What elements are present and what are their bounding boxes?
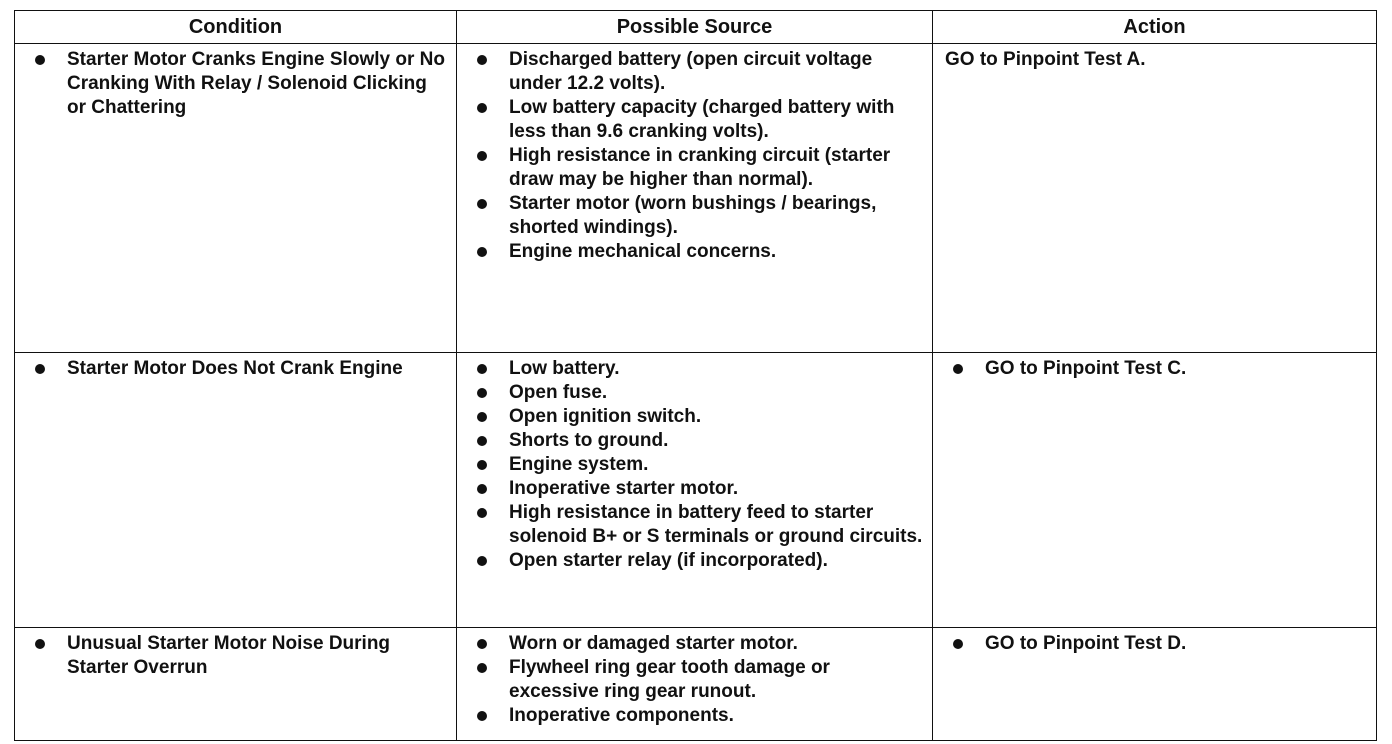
diagnosis-chart	[14, 10, 1376, 730]
source-text: Flywheel ring gear tooth damage or excessive ring gear runout.	[509, 657, 830, 702]
condition-cell	[15, 628, 457, 741]
bullet-icon	[477, 508, 487, 518]
source-item	[465, 381, 924, 405]
condition-cell	[15, 353, 457, 628]
header-condition: Condition	[15, 11, 457, 44]
condition-item	[23, 632, 448, 680]
source-item	[465, 632, 924, 656]
source-item	[465, 240, 924, 264]
condition-cell	[15, 44, 457, 353]
source-cell	[457, 628, 933, 741]
action-text: GO to Pinpoint Test C.	[985, 358, 1187, 379]
source-item	[465, 477, 924, 501]
action-cell	[933, 44, 1377, 353]
condition-item	[23, 48, 448, 120]
source-text: Worn or damaged starter motor.	[509, 633, 798, 654]
bullet-icon	[477, 103, 487, 113]
bullet-icon	[477, 639, 487, 649]
bullet-icon	[477, 484, 487, 494]
bullet-icon	[477, 436, 487, 446]
source-text: Engine system.	[509, 454, 649, 475]
source-text: Shorts to ground.	[509, 430, 669, 451]
source-text: Discharged battery (open circuit voltage under 12.2 volts).	[509, 49, 873, 94]
source-item	[465, 453, 924, 477]
bullet-icon	[477, 711, 487, 721]
source-item	[465, 96, 924, 144]
source-text: Starter motor (worn bushings / bearings, shorted windings).	[509, 193, 877, 238]
table-row	[15, 628, 1377, 741]
bullet-icon	[477, 151, 487, 161]
header-possible-source: Possible Source	[457, 11, 933, 44]
bullet-icon	[477, 460, 487, 470]
bullet-icon	[477, 55, 487, 65]
source-item	[465, 429, 924, 453]
source-item	[465, 48, 924, 96]
action-text: GO to Pinpoint Test A.	[945, 49, 1146, 70]
bullet-icon	[953, 639, 963, 649]
bullet-icon	[477, 388, 487, 398]
header-action: Action	[933, 11, 1377, 44]
source-item	[465, 549, 924, 573]
source-text: Open starter relay (if incorporated).	[509, 550, 828, 571]
source-text: Inoperative starter motor.	[509, 478, 739, 499]
bullet-icon	[477, 412, 487, 422]
bullet-icon	[35, 364, 45, 374]
source-cell	[457, 44, 933, 353]
source-text: Open ignition switch.	[509, 406, 702, 427]
source-item	[465, 501, 924, 549]
source-item	[465, 704, 924, 728]
condition-item	[23, 357, 448, 381]
source-text: High resistance in battery feed to starter solenoid B+ or S terminals or ground circuits.	[509, 502, 923, 547]
source-item	[465, 405, 924, 429]
source-text: Low battery.	[509, 358, 620, 379]
action-cell	[933, 353, 1377, 628]
condition-text: Starter Motor Does Not Crank Engine	[67, 358, 403, 379]
table-row	[15, 353, 1377, 628]
bullet-icon	[953, 364, 963, 374]
action-cell	[933, 628, 1377, 741]
bullet-icon	[477, 199, 487, 209]
source-text: High resistance in cranking circuit (starter draw may be higher than normal).	[509, 145, 891, 190]
symptom-table	[14, 10, 1377, 741]
source-text: Open fuse.	[509, 382, 608, 403]
source-cell	[457, 353, 933, 628]
bullet-icon	[477, 556, 487, 566]
source-item	[465, 656, 924, 704]
condition-text: Unusual Starter Motor Noise During Starter Overrun	[67, 633, 391, 678]
header-row	[15, 11, 1377, 44]
action-item	[941, 632, 1368, 656]
bullet-icon	[477, 247, 487, 257]
bullet-icon	[35, 639, 45, 649]
source-text: Low battery capacity (charged battery with less than 9.6 cranking volts).	[509, 97, 895, 142]
condition-text: Starter Motor Cranks Engine Slowly or No Cranking With Relay / Solenoid Clicking or Chattering	[67, 49, 445, 118]
bullet-icon	[35, 55, 45, 65]
source-item	[465, 144, 924, 192]
action-item	[941, 357, 1368, 381]
table-row	[15, 44, 1377, 353]
bullet-icon	[477, 364, 487, 374]
bullet-icon	[477, 663, 487, 673]
source-text: Inoperative components.	[509, 705, 734, 726]
source-item	[465, 192, 924, 240]
source-item	[465, 357, 924, 381]
action-text: GO to Pinpoint Test D.	[985, 633, 1187, 654]
source-text: Engine mechanical concerns.	[509, 241, 777, 262]
